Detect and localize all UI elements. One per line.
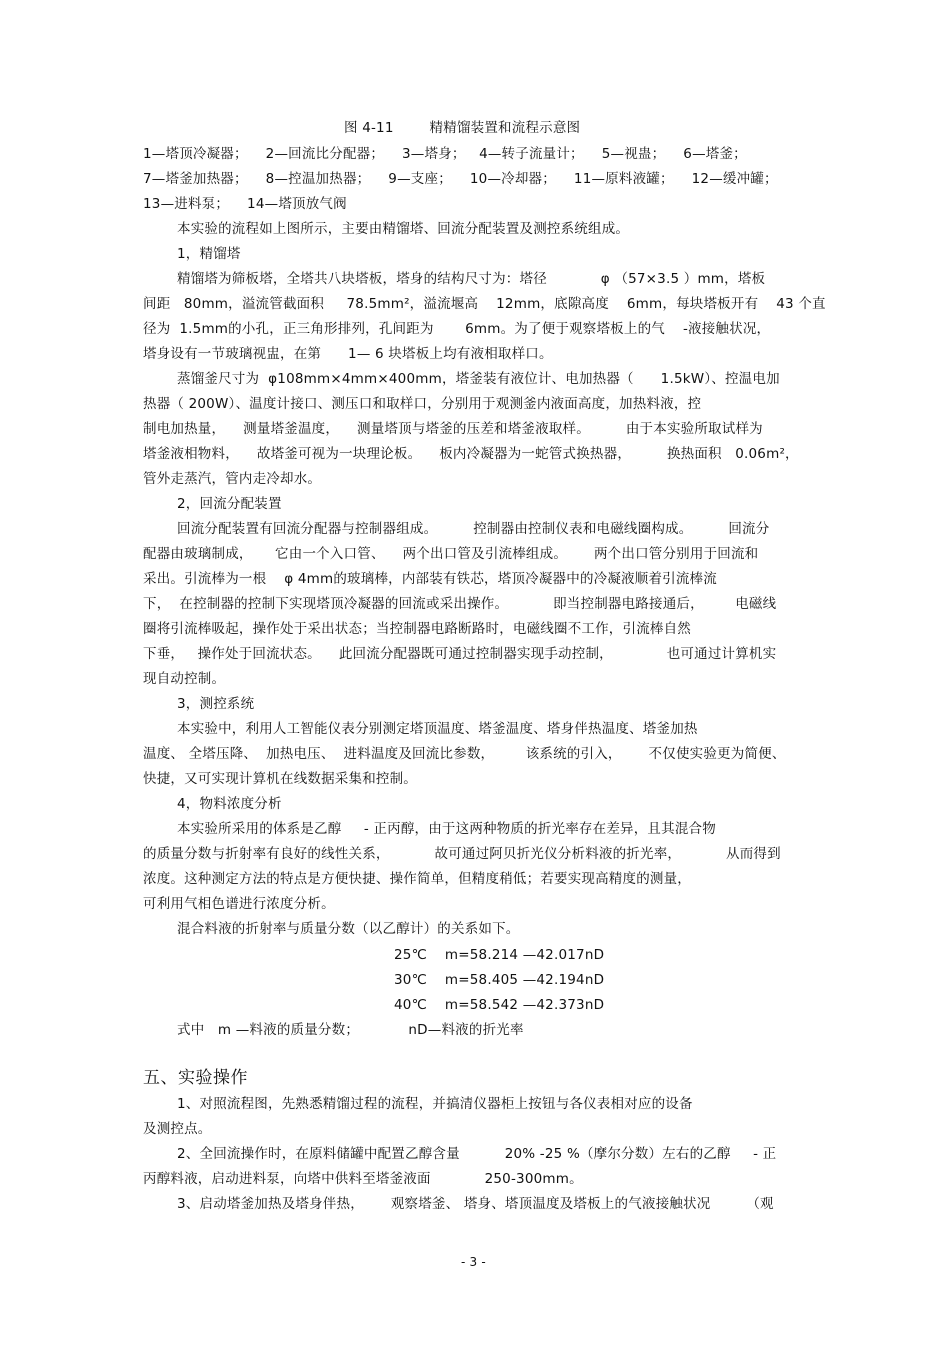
section-2-title: 2，回流分配装置: [177, 496, 282, 512]
s4-line-2: 的质量分数与折射率有良好的线性关系， 故可通过阿贝折光仪分析料液的折光率， 从而得到: [143, 846, 781, 862]
s1-line-8: 塔釜液相物料， 故塔釜可视为一块理论板。 板内冷凝器为一蛇管式换热器， 换热面积 0.06m²，: [143, 446, 799, 462]
equation-note: 式中 m —料液的质量分数； nD—料液的折光率: [177, 1022, 524, 1038]
legend-line-1: 1—塔顶冷凝器； 2—回流比分配器； 3—塔身； 4—转子流量计； 5—视蛊； 6—塔釜；: [143, 146, 747, 162]
s5-line-4: 丙醇料液，启动进料泵，向塔中供料至塔釜液面 250-300mm。: [143, 1171, 583, 1187]
s2-line-2: 配器由玻璃制成， 它由一个入口管、 两个出口管及引流棒组成。 两个出口管分别用于回流和: [143, 546, 759, 562]
equation-40c: 40℃ m=58.542 —42.373nD: [394, 997, 605, 1013]
s4-line-5: 混合料液的折射率与质量分数（以乙醇计）的关系如下。: [177, 921, 520, 937]
section-3-title: 3，测控系统: [177, 696, 255, 712]
s4-line-4: 可利用气相色谱进行浓度分析。: [143, 896, 335, 912]
s3-line-3: 快捷，又可实现计算机在线数据采集和控制。: [143, 771, 417, 787]
s2-line-5: 圈将引流棒吸起，操作处于采出状态；当控制器电路断路时，电磁线圈不工作，引流棒自然: [143, 621, 691, 637]
s1-line-4: 塔身设有一节玻璃视盅，在第 1— 6 块塔板上均有液相取样口。: [143, 346, 553, 362]
section-5-title: 五、实验操作: [143, 1068, 248, 1088]
s1-line-9: 管外走蒸汽，管内走冷却水。: [143, 471, 322, 487]
s1-line-5: 蒸馏釜尺寸为 φ108mm×4mm×400mm，塔釜装有液位计、电加热器（ 1.5kW）、控温电加: [177, 371, 780, 387]
page-number: - 3 -: [461, 1255, 486, 1269]
s1-line-3: 径为 1.5mm的小孔，正三角形排列，孔间距为 6mm。为了便于观察塔板上的气 -液接触状况，: [143, 321, 771, 337]
s2-line-6: 下垂， 操作处于回流状态。 此回流分配器既可通过控制器实现手动控制， 也可通过计算机实: [143, 646, 777, 662]
s5-line-3: 2、全回流操作时，在原料储罐中配置乙醇含量 20% -25 %（摩尔分数）左右的乙醇 - 正: [177, 1146, 777, 1162]
equation-30c: 30℃ m=58.405 —42.194nD: [394, 972, 605, 988]
s1-line-6: 热器（ 200W）、温度计接口、测压口和取样口，分别用于观测釜内液面高度，加热料液，控: [143, 396, 702, 412]
s5-line-2: 及测控点。: [143, 1121, 212, 1137]
s2-line-4: 下， 在控制器的控制下实现塔顶冷凝器的回流或采出操作。 即当控制器电路接通后， 电磁线: [143, 596, 777, 612]
section-1-title: 1，精馏塔: [177, 246, 241, 262]
figure-caption: 图 4-11 精精馏装置和流程示意图: [344, 120, 581, 136]
s2-line-7: 现自动控制。: [143, 671, 226, 687]
s4-line-3: 浓度。这种测定方法的特点是方便快捷、操作简单，但精度稍低；若要实现高精度的测量，: [143, 871, 691, 887]
equation-25c: 25℃ m=58.214 —42.017nD: [394, 947, 605, 963]
s1-line-7: 制电加热量， 测量塔釜温度， 测量塔顶与塔釜的压差和塔釜液取样。 由于本实验所取试样为: [143, 421, 763, 437]
s4-line-1: 本实验所采用的体系是乙醇 - 正丙醇，由于这两种物质的折光率存在差异，且其混合物: [177, 821, 716, 837]
s1-line-2: 间距 80mm，溢流管截面积 78.5mm²，溢流堰高 12mm，底隙高度 6mm，每块塔板开有 43 个直: [143, 296, 826, 312]
s3-line-1: 本实验中，利用人工智能仪表分别测定塔顶温度、塔釜温度、塔身伴热温度、塔釜加热: [177, 721, 698, 737]
s5-line-5: 3、启动塔釜加热及塔身伴热， 观察塔釜、 塔身、塔顶温度及塔板上的气液接触状况 （观: [177, 1196, 774, 1212]
legend-line-2: 7—塔釜加热器； 8—控温加热器； 9—支座； 10—冷却器； 11—原料液罐； 12—缓冲罐；: [143, 171, 778, 187]
section-4-title: 4，物料浓度分析: [177, 796, 282, 812]
s1-line-1: 精馏塔为筛板塔，全塔共八块塔板，塔身的结构尺寸为：塔径 φ （57×3.5 ）mm，塔板: [177, 271, 766, 287]
s5-line-1: 1、对照流程图，先熟悉精馏过程的流程，并搞清仪器柜上按钮与各仪表相对应的设备: [177, 1096, 693, 1112]
intro-paragraph: 本实验的流程如上图所示，主要由精馏塔、回流分配装置及测控系统组成。: [177, 221, 630, 237]
s2-line-1: 回流分配装置有回流分配器与控制器组成。 控制器由控制仪表和电磁线圈构成。 回流分: [177, 521, 770, 537]
legend-line-3: 13—进料泵； 14—塔顶放气阀: [143, 196, 347, 212]
s3-line-2: 温度、 全塔压降、 加热电压、 进料温度及回流比参数， 该系统的引入， 不仅使实验更为简便、: [143, 746, 786, 762]
s2-line-3: 采出。引流棒为一根 φ 4mm的玻璃棒，内部装有铁芯，塔顶冷凝器中的冷凝液顺着引流棒流: [143, 571, 717, 587]
